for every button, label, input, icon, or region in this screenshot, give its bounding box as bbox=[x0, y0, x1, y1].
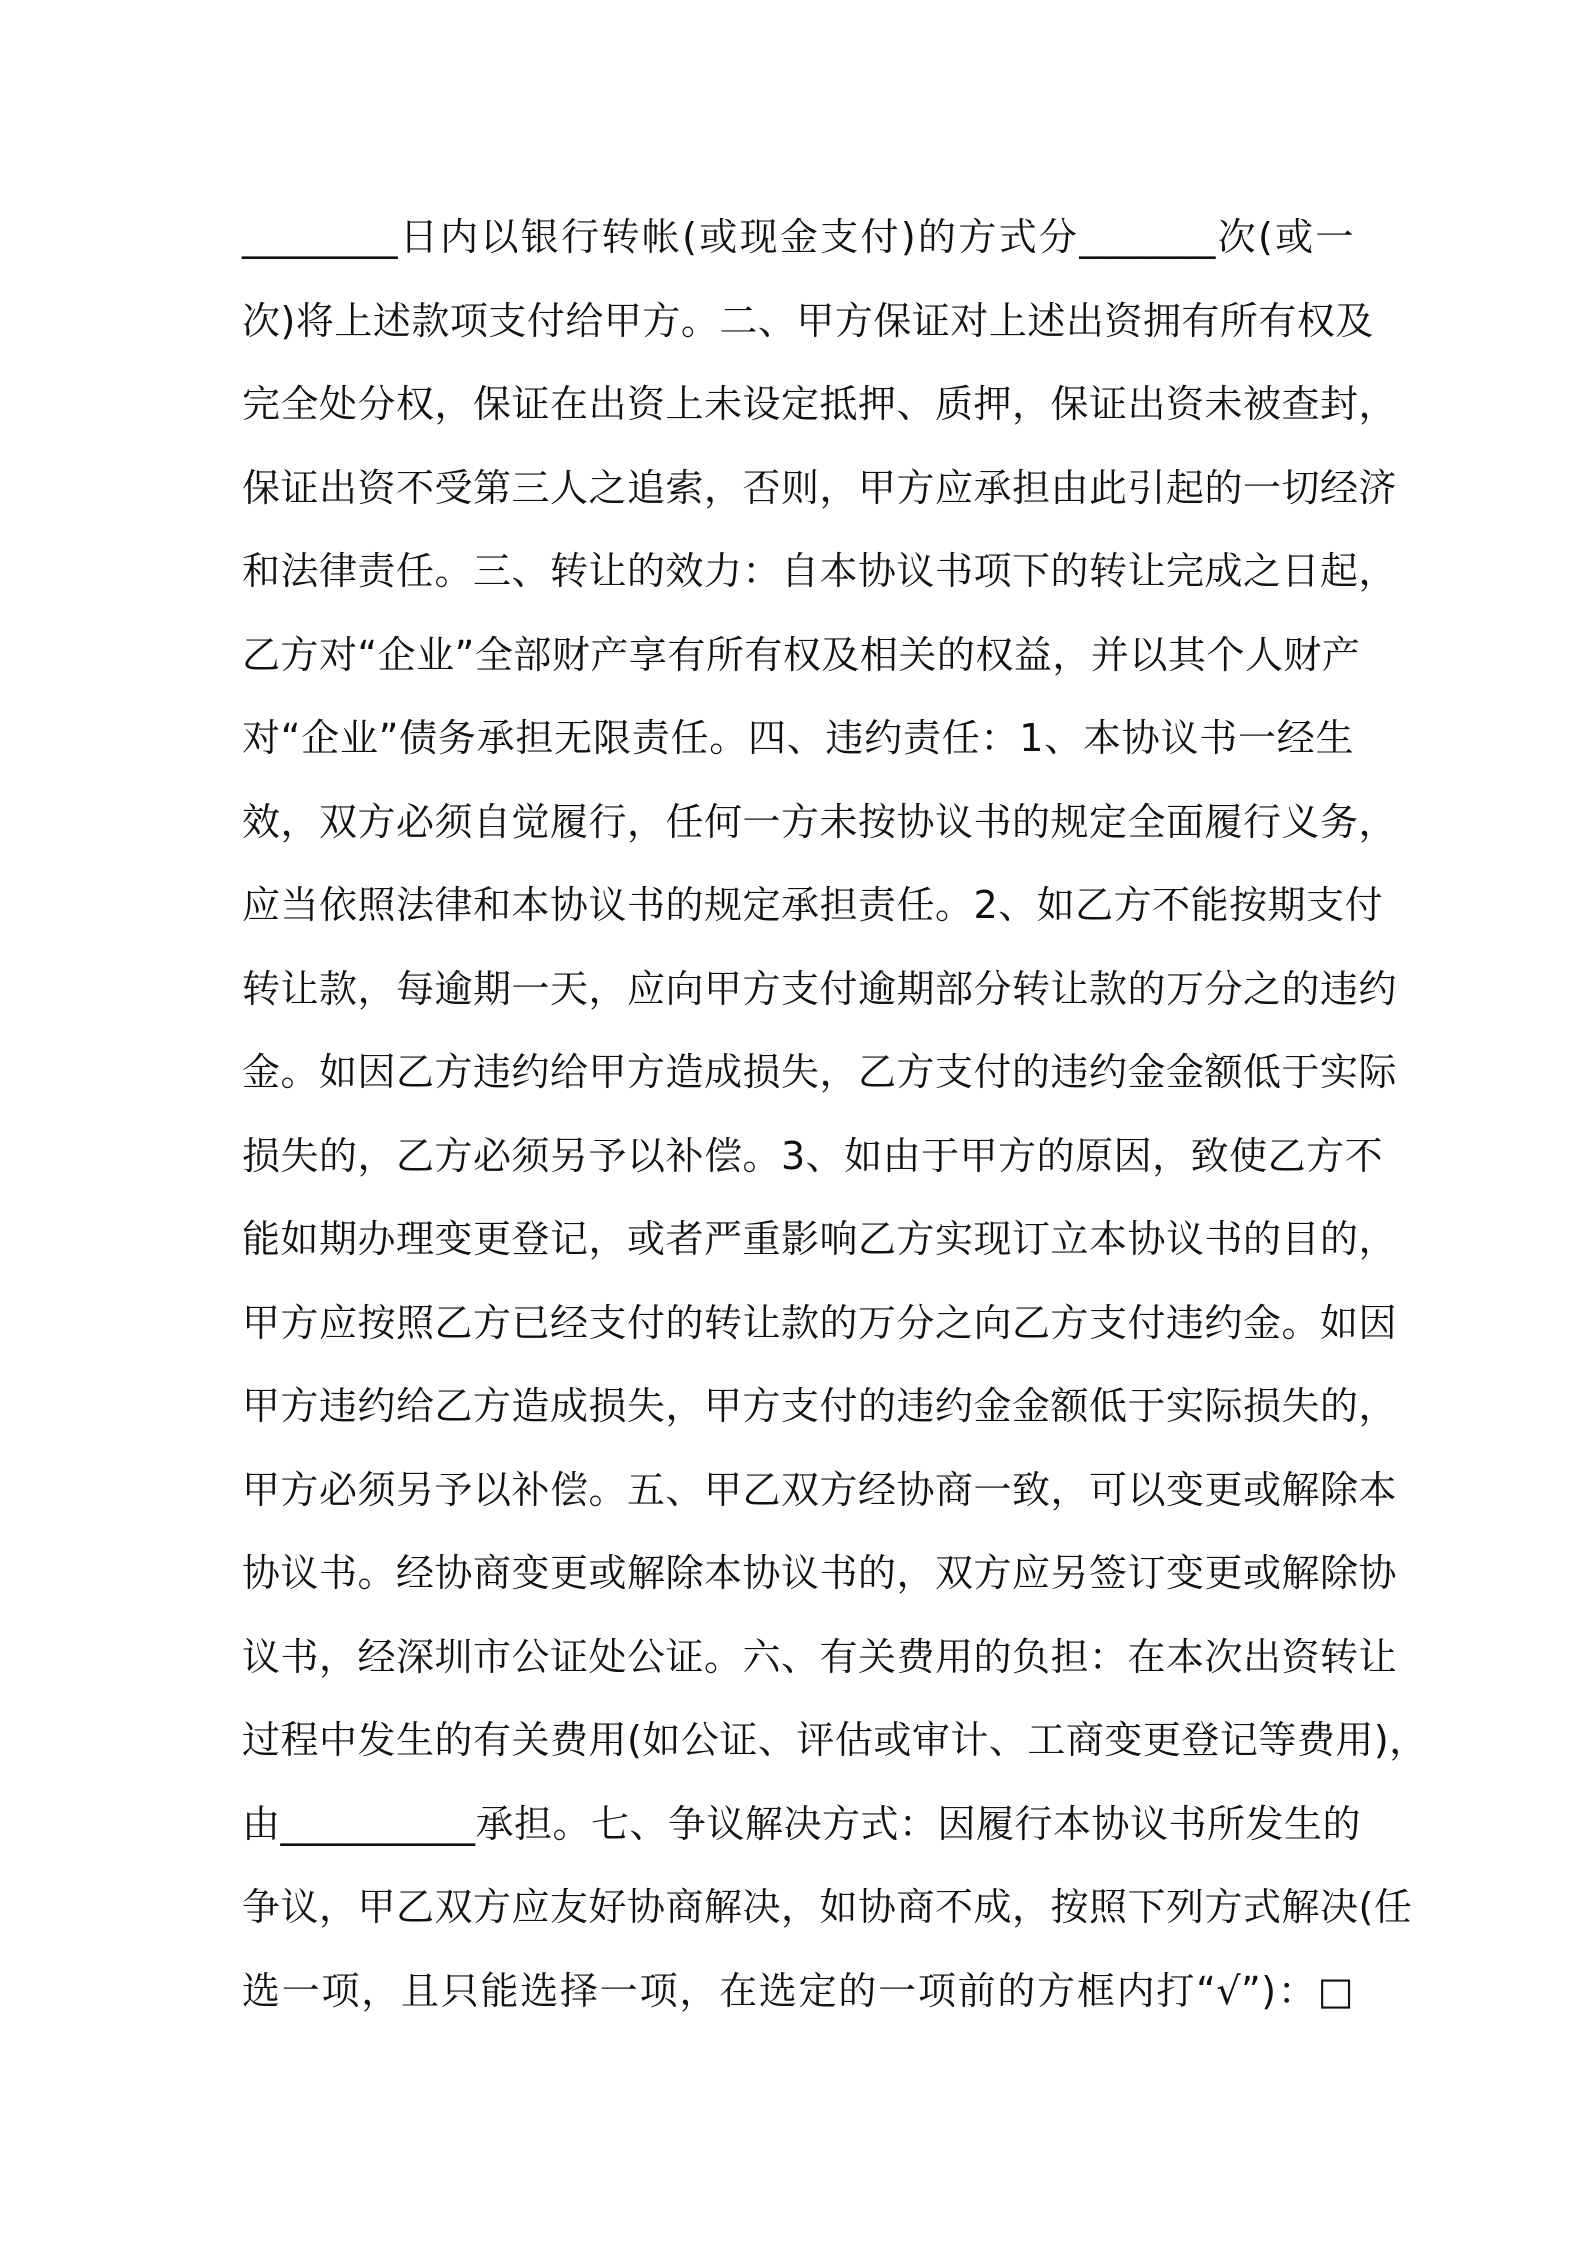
text-line-16: 甲方必须另予以补偿。五、甲乙双方经协商一致，可以变更或解除本 bbox=[242, 1467, 1398, 1512]
text-line-20: 由__________承担。七、争议解决方式：因履行本协议书所发生的 bbox=[242, 1801, 1362, 1846]
text-line-22: 选一项，且只能选择一项，在选定的一项前的方框内打“√”)：□ bbox=[242, 1968, 1354, 2013]
text-line-6: 乙方对“企业”全部财产享有所有权及相关的权益，并以其个人财产 bbox=[242, 632, 1361, 677]
text-line-13: 能如期办理变更登记，或者严重影响乙方实现订立本协议书的目的， bbox=[242, 1217, 1398, 1261]
text-line-7: 对“企业”债务承担无限责任。四、违约责任：1、本协议书一经生 bbox=[242, 716, 1354, 760]
text-line-19: 过程中发生的有关费用(如公证、评估或审计、工商变更登记等费用)， bbox=[242, 1718, 1428, 1762]
text-line-4: 保证出资不受第三人之追索，否则，甲方应承担由此引起的一切经济 bbox=[242, 465, 1398, 510]
text-line-11: 金。如因乙方违约给甲方造成损失，乙方支付的违约金金额低于实际 bbox=[242, 1050, 1398, 1094]
text-line-1: ________日内以银行转帐(或现金支付)的方式分_______次(或一 bbox=[242, 215, 1354, 259]
text-line-10: 转让款，每逾期一天，应向甲方支付逾期部分转让款的万分之的违约 bbox=[242, 966, 1398, 1011]
text-line-8: 效，双方必须自觉履行，任何一方未按协议书的规定全面履行义务， bbox=[242, 799, 1398, 844]
text-line-18: 议书，经深圳市公证处公证。六、有关费用的负担：在本次出资转让 bbox=[242, 1634, 1398, 1679]
text-line-2: 次)将上述款项支付给甲方。二、甲方保证对上述出资拥有所有权及 bbox=[242, 298, 1374, 343]
text-line-9: 应当依照法律和本协议书的规定承担责任。2、如乙方不能按期支付 bbox=[242, 883, 1384, 927]
text-line-21: 争议，甲乙双方应友好协商解决，如协商不成，按照下列方式解决(任 bbox=[242, 1885, 1413, 1929]
text-line-12: 损失的，乙方必须另予以补偿。3、如由于甲方的原因，致使乙方不 bbox=[242, 1133, 1384, 1178]
text-line-3: 完全处分权，保证在出资上未设定抵押、质押，保证出资未被查封， bbox=[242, 382, 1398, 426]
body-text bbox=[242, 196, 1428, 2033]
text-line-14: 甲方应按照乙方已经支付的转让款的万分之向乙方支付违约金。如因 bbox=[242, 1300, 1398, 1345]
text-line-5: 和法律责任。三、转让的效力：自本协议书项下的转让完成之日起， bbox=[242, 549, 1398, 593]
text-line-15: 甲方违约给乙方造成损失，甲方支付的违约金金额低于实际损失的， bbox=[242, 1384, 1398, 1428]
text-line-17: 协议书。经协商变更或解除本协议书的，双方应另签订变更或解除协 bbox=[242, 1551, 1398, 1595]
